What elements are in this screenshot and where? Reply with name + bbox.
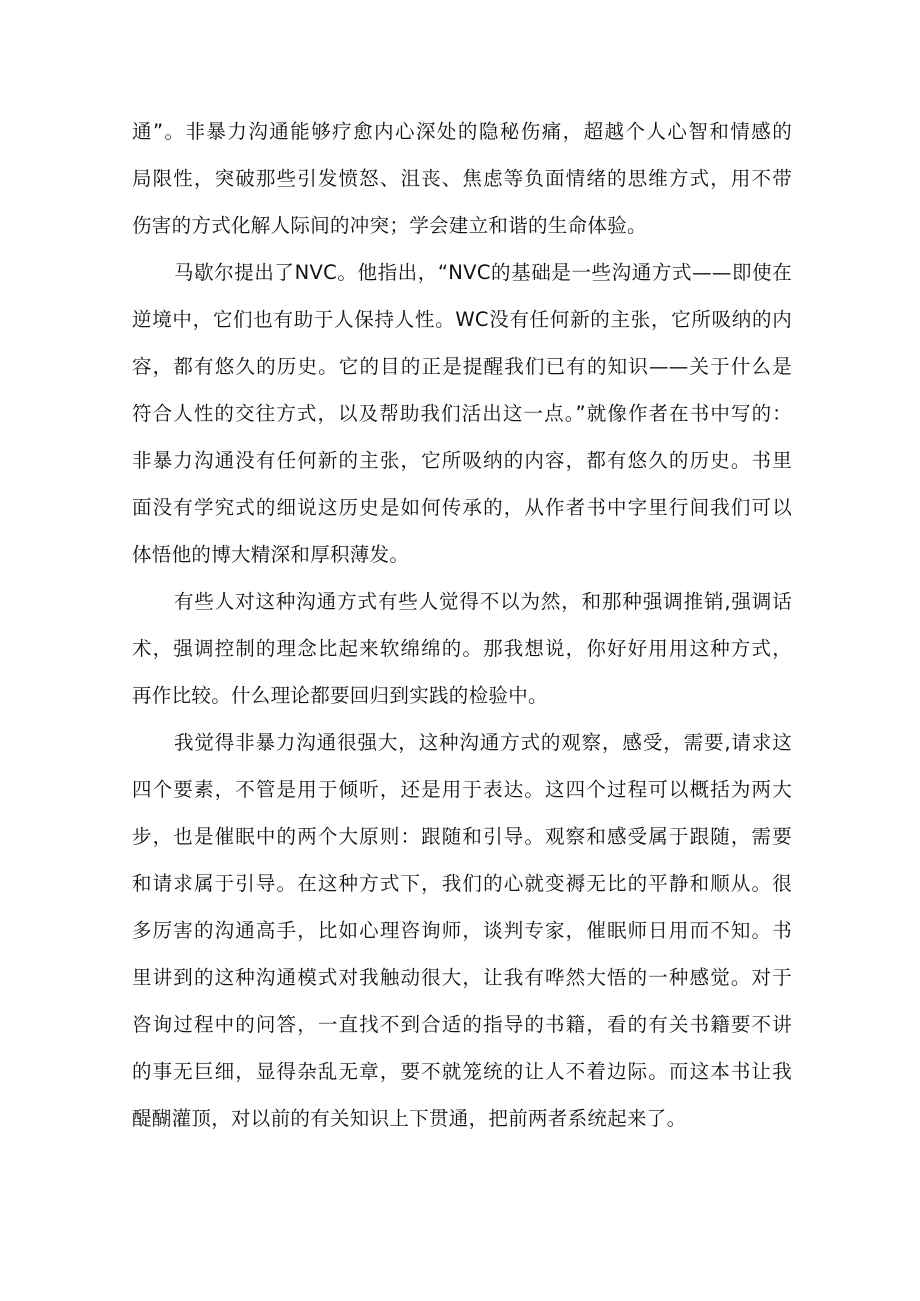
text-line: 体悟他的博大精深和厚积薄发。 (132, 543, 410, 566)
text-line: 局限性，突破那些引发愤怒、沮丧、焦虑等负面情绪的思维方式，用不带 (132, 167, 792, 190)
text-line: 再作比较。什么理论都要回归到实践的检验中。 (132, 684, 548, 707)
body-text (132, 112, 792, 1146)
text-line: 非暴力沟通没有任何新的主张，它所吸纳的内容，都有悠久的历史。书里 (132, 449, 792, 472)
text-line: 多厉害的沟通高手，比如心理咨询师，谈判专家，催眠师日用而不知。书 (132, 919, 792, 942)
text-line: 符合人性的交往方式，以及帮助我们活出这一点。”就像作者在书中写的： (132, 402, 792, 425)
text-line: 容，都有悠久的历史。它的目的正是提醒我们已有的知识——关于什么是 (132, 355, 792, 378)
text-line: 逆境中，它们也有助于人保持人性。WC没有任何新的主张，它所吸纳的内 (132, 308, 792, 331)
text-line: 咨询过程中的问答，一直找不到合适的指导的书籍，看的有关书籍要不讲 (132, 1013, 792, 1036)
text-line: 马歇尔提出了NVC。他指出，“NVC的基础是一些沟通方式——即使在 (174, 261, 792, 284)
text-line: 我觉得非暴力沟通很强大，这种沟通方式的观察，感受，需要,请求这 (174, 731, 792, 754)
text-line: 里讲到的这种沟通模式对我触动很大，让我有哗然大悟的一种感觉。对于 (132, 966, 792, 989)
text-line: 有些人对这种沟通方式有些人觉得不以为然，和那种强调推销,强调话 (174, 590, 792, 613)
text-line: 和请求属于引导。在这种方式下，我们的心就变褥无比的平静和顺从。很 (132, 872, 792, 895)
text-line: 的事无巨细，显得杂乱无章，要不就笼统的让人不着边际。而这本书让我 (132, 1060, 792, 1083)
text-line: 面没有学究式的细说这历史是如何传承的，从作者书中字里行间我们可以 (132, 496, 792, 519)
text-line: 四个要素，不管是用于倾听，还是用于表达。这四个过程可以概括为两大 (132, 778, 792, 801)
text-line: 术，强调控制的理念比起来软绵绵的。那我想说，你好好用用这种方式， (132, 637, 792, 660)
text-line: 醍醐灌顶，对以前的有关知识上下贯通，把前两者系统起来了。 (132, 1107, 687, 1130)
text-line: 步，也是催眠中的两个大原则：跟随和引导。观察和感受属于跟随，需要 (132, 825, 792, 848)
text-line: 通”。非暴力沟通能够疗愈内心深处的隐秘伤痛，超越个人心智和情感的 (132, 120, 792, 143)
text-line: 伤害的方式化解人际间的冲突；学会建立和谐的生命体验。 (132, 214, 647, 237)
